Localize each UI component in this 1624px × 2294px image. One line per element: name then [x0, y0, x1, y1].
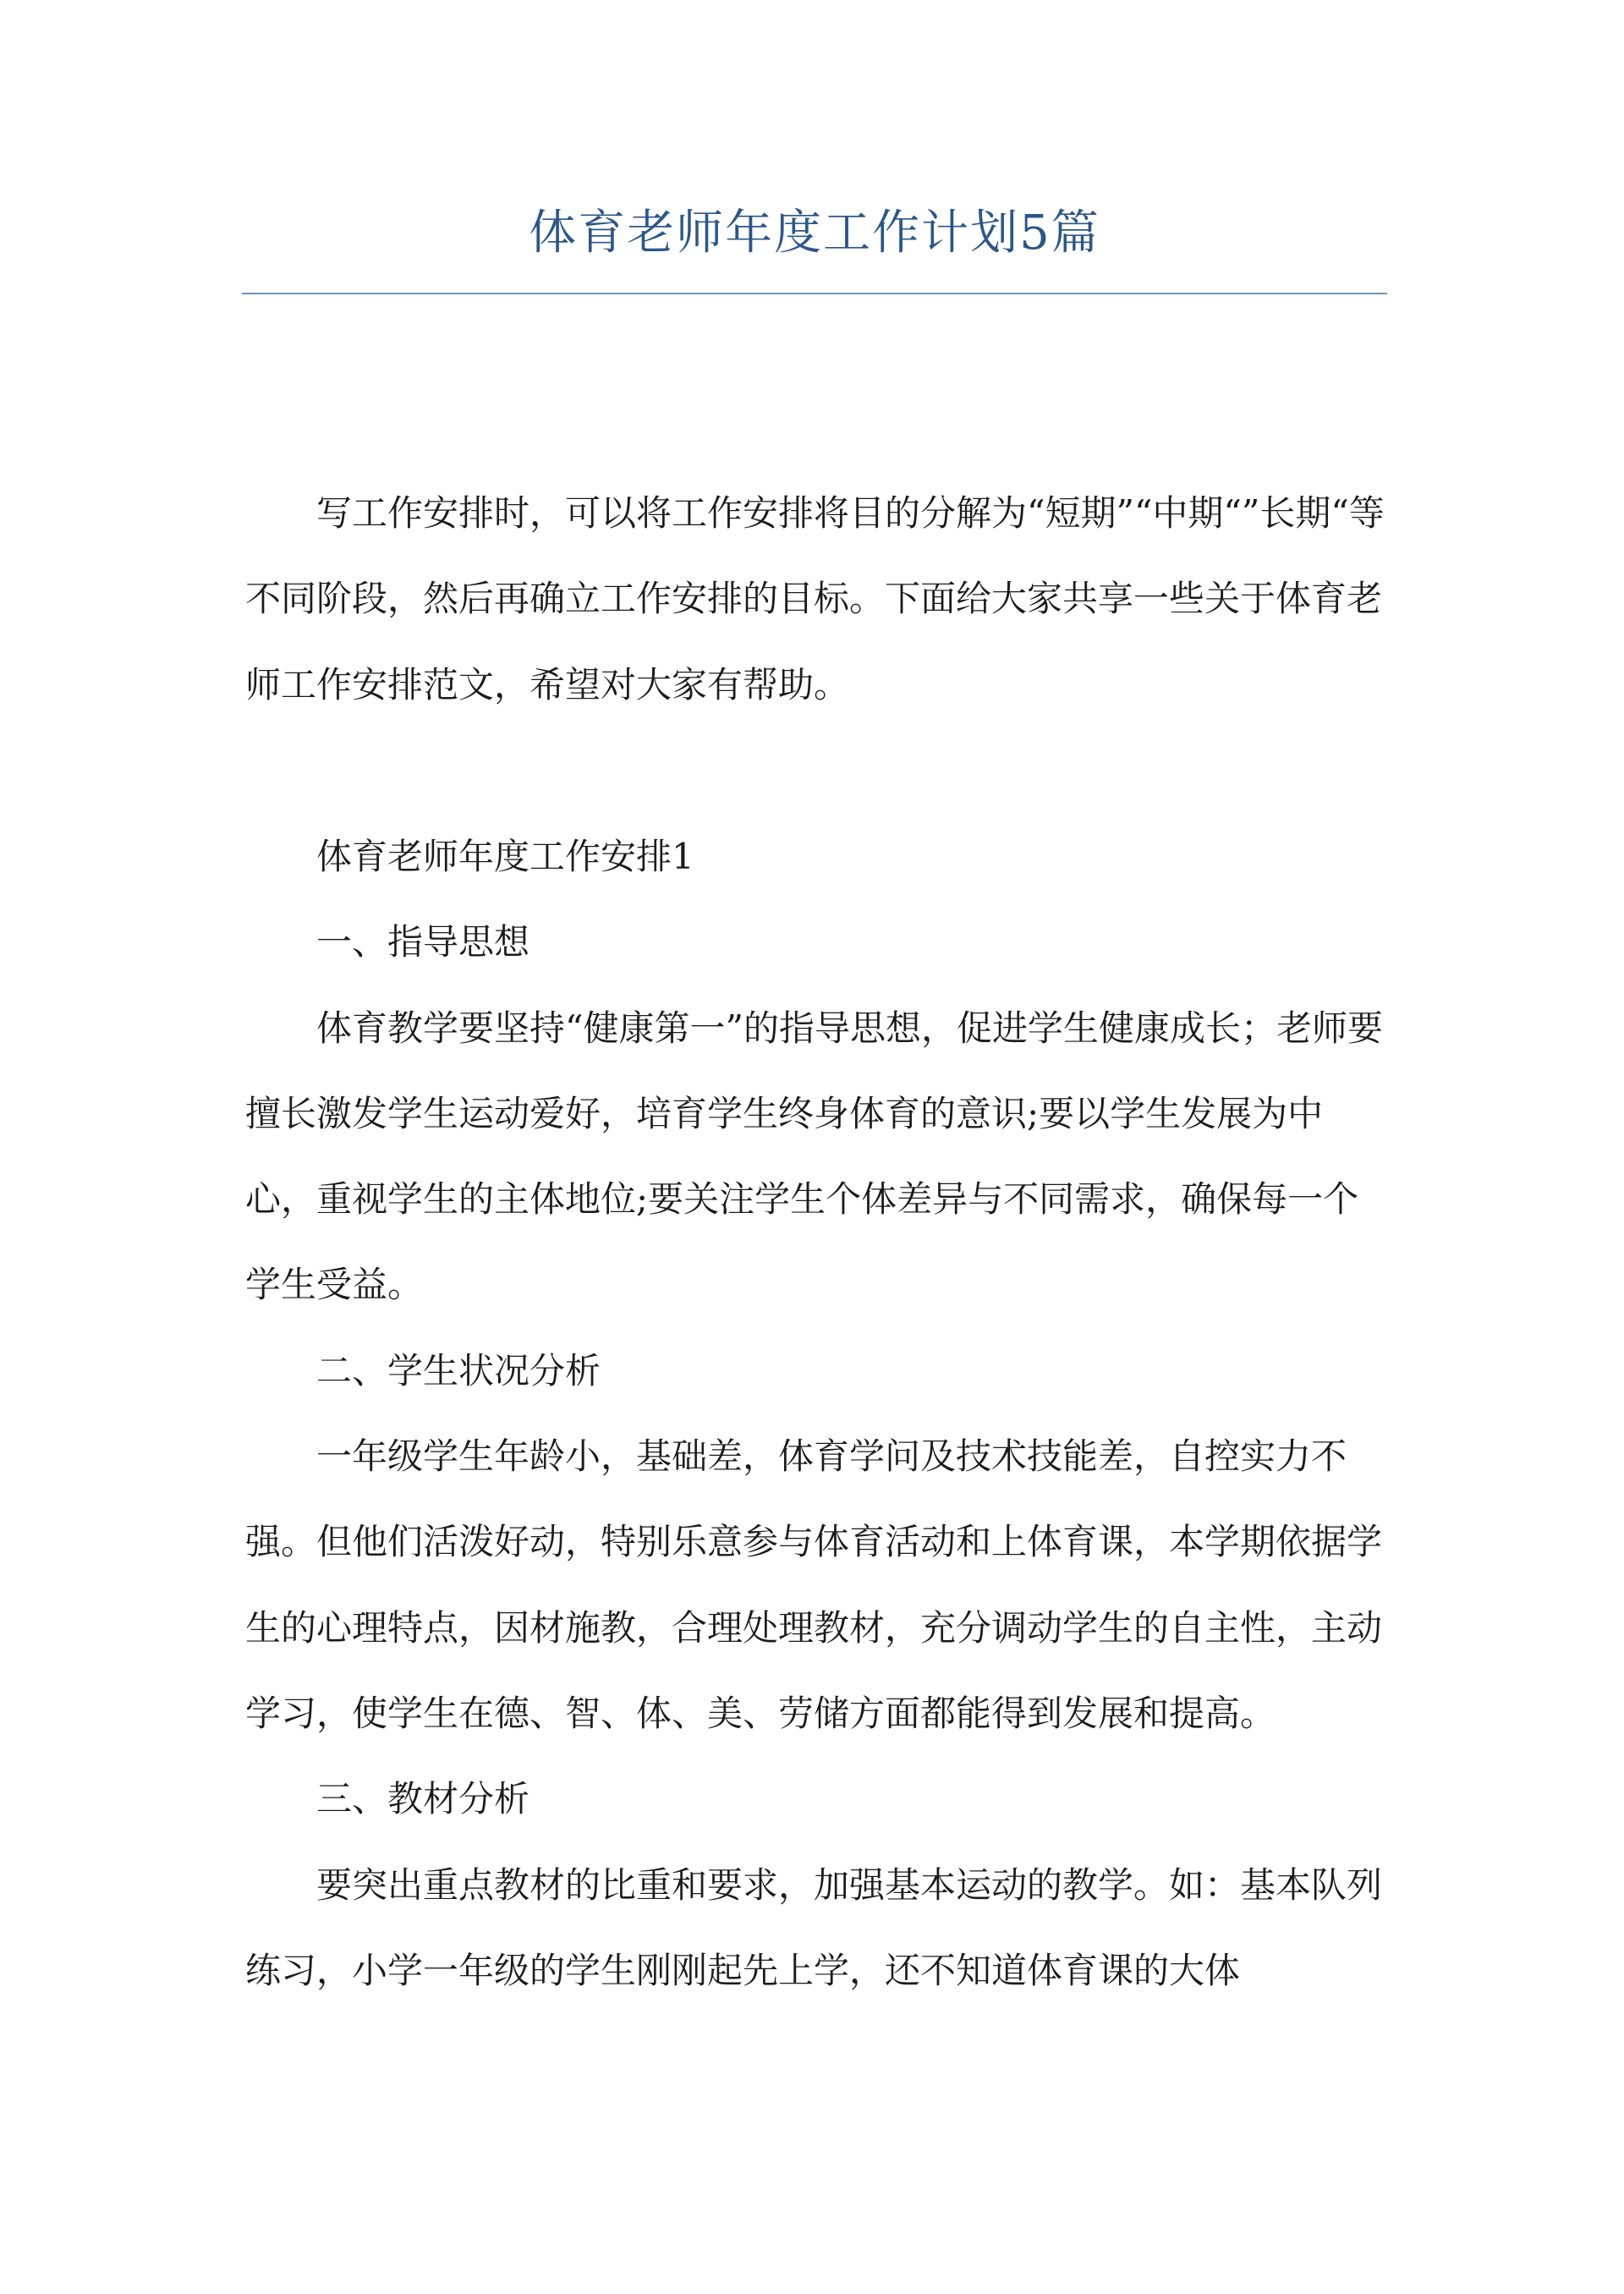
intro-paragraph: 写工作安排时，可以将工作安排将目的分解为“短期”“中期“”长期“等不同阶段，然后再确立工作安排的目标。下面给大家共享一些关于体育老师工作安排范文，希望对大家有帮助。 — [245, 492, 1385, 705]
paragraph-material-analysis: 要突出重点教材的比重和要求，加强基本运动的教学。如：基本队列练习，小学一年级的学生刚刚起先上学，还不知道体育课的大体 — [245, 1863, 1383, 1991]
heading-student-analysis: 二、学生状况分析 — [316, 1349, 601, 1391]
paragraph-student-analysis: 一年级学生年龄小，基础差，体育学问及技术技能差，自控实力不强。但他们活泼好动，特别乐意参与体育活动和上体育课，本学期依据学生的心理特点，因材施教，合理处理教材，充分调动学生的自主性，主动学习，使学生在德、智、体、美、劳储方面都能得到发展和提高。 — [245, 1435, 1383, 1734]
heading-guiding-ideology: 一、指导思想 — [316, 921, 530, 963]
heading-material-analysis: 三、教材分析 — [316, 1778, 530, 1820]
intro-block — [245, 470, 1389, 727]
main-content — [245, 814, 1389, 2013]
document-title: 体育老师年度工作计划5篇 — [529, 206, 1100, 261]
paragraph-guiding-ideology: 体育教学要坚持“健康第一”的指导思想，促进学生健康成长；老师要擅长激发学生运动爱好，培育学生终身体育的意识;要以学生发展为中心，重视学生的主体地位;要关注学生个体差异与不同需求，确保每一个学生受益。 — [245, 1007, 1383, 1306]
section-title: 体育老师年度工作安排1 — [316, 836, 694, 877]
title-underline — [242, 293, 1387, 294]
